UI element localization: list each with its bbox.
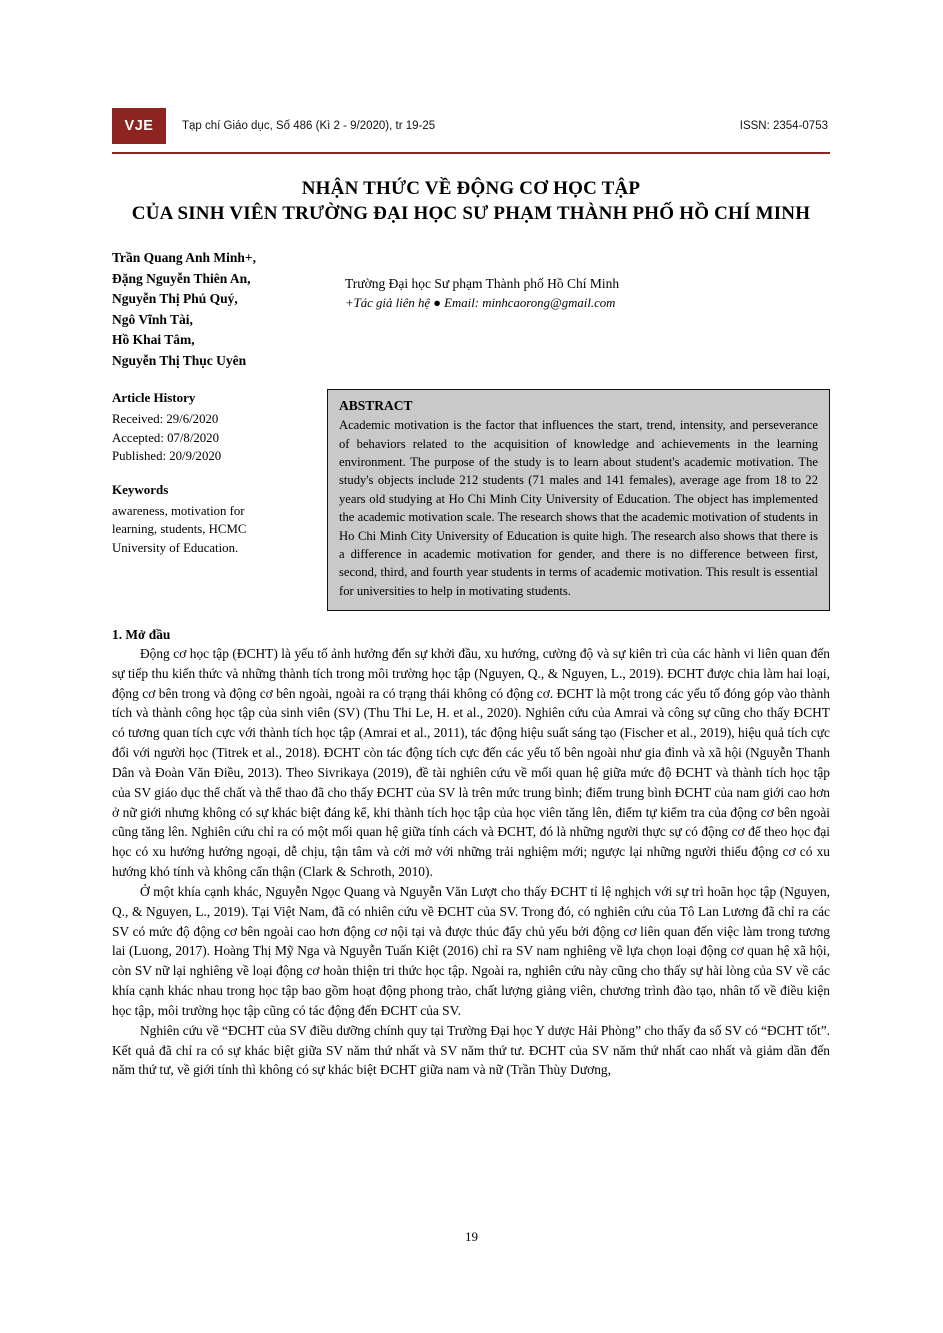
author-name: Nguyễn Thị Thục Uyên <box>112 352 247 368</box>
article-history-heading: Article History <box>112 390 196 406</box>
page-number: 19 <box>465 1229 478 1244</box>
author-name: Ngô Vĩnh Tài, <box>112 311 193 327</box>
journal-issue-line: Tạp chí Giáo dục, Số 486 (Kì 2 - 9/2020), tr 19-25 <box>182 120 436 132</box>
section-heading: 1. Mở đầu <box>112 627 171 642</box>
article-metadata <box>112 389 327 611</box>
keywords-heading: Keywords <box>112 481 169 497</box>
keywords-line: University of Education. <box>112 540 239 555</box>
corresponding-author-email[interactable]: +Tác giả liên hệ ● Email: minhcaorong@gmail.com <box>345 296 616 311</box>
authors-affiliation-row <box>112 248 830 371</box>
journal-header <box>112 108 830 154</box>
author-name: Nguyễn Thị Phú Quý, <box>112 291 238 307</box>
author-name: Đặng Nguyễn Thiên An, <box>112 270 251 286</box>
keywords-line: learning, students, HCMC <box>112 522 247 537</box>
title-line-1: NHẬN THỨC VỀ ĐỘNG CƠ HỌC TẬP <box>301 178 641 199</box>
affiliation-block <box>327 248 830 371</box>
author-list <box>112 248 327 371</box>
affiliation-institution: Trường Đại học Sư phạm Thành phố Hồ Chí Minh <box>345 276 620 292</box>
abstract-box <box>327 389 830 611</box>
metadata-abstract-row <box>112 389 830 611</box>
keywords-block <box>112 481 317 557</box>
body-paragraph: Nghiên cứu về “ĐCHT của SV điều dưỡng chính quy tại Trường Đại học Y dược Hải Phòng” cho thấy đa số SV có “ĐCHT tốt”. Kết quả đã chỉ ra có sự khác biệt giữa SV năm thứ nhất và SV năm thứ tư. ĐCHT của SV năm thứ nhất cao nhất và giảm dần đến năm thứ tư, về giới tính thì không có sự khác biệt ĐCHT giữa nam và nữ (Trần Thùy Dương, <box>112 1022 830 1078</box>
issn-label: ISSN: 2354-0753 <box>739 120 828 132</box>
body-paragraph: Động cơ học tập (ĐCHT) là yếu tố ảnh hưởng đến sự khởi đầu, xu hướng, cường độ và sự kiên trì của các hành vi liên quan đến sự tiếp thu kiến thức và những thành tích trong môi trường học tập (Nguyen, Q., & Nguyen, L., 2019). ĐCHT được chia làm hai loại, động cơ bên trong và động cơ bên ngoài, ngoài ra có trạng thái không có động cơ. ĐCHT là một trong các yếu tố đóng góp vào thành tích và thành công học tập của sinh viên (SV) (Thu Thi Le, H. et al., 2020). Nghiên cứu của Amrai và công sự cũng cho thấy ĐCHT có tương quan tích cực với thành tích học tập (Amrai et al., 2011), tác động hiệu suất sáng tạo (Fischer et al., 2019), hiệu quả tích cực đối với người học (Titrek et al., 2018). ĐCHT còn tác động tích cực đến các yếu tố bên ngoài như gia đình và xã hội (Nguyễn Thanh Dân và Đoàn Văn Điều, 2013). Theo Sivrikaya (2019), đề tài nghiên cứu về mối quan hệ giữa mức độ ĐCHT và thành tích học tập của SV giáo dục thể chất và thể thao đã cho thấy ĐCHT của SV là trên mức trung bình; điểm trung bình ĐCHT của nam giới cao hơn ở nữ giới nhưng không có sự khác biệt đáng kể, khi thành tích học tập của học viên tăng lên, điểm tự kiểm tra của động cơ bên ngoài cũng tăng lên. Nghiên cứu chỉ ra có một mối quan hệ giữa tính cách và ĐCHT, đó là những người thực sự có động cơ để theo học đại học có xu hướng hướng ngoại, dễ chịu, tận tâm và cởi mở với những trải nghiệm mới; ngược lại những người thiếu động cơ có xu hướng khó tính và không cẩn thận (Clark & Schroth, 2010). <box>112 646 830 880</box>
abstract-text: Academic motivation is the factor that influences the start, trend, intensity, and perseverance of behaviors related to the acquisition of knowledge and achievements in the learning environment. The purpose of the study is to learn about student's academic motivation. The study's objects include 212 students (71 males and 141 females), average age from 18 to 22 years old studying at Ho Chi Minh City University of Education. The object has implemented the academic motivation scale. The research shows that the academic motivation of students in Ho Chi Minh City University of Education is quite high. The research also shows that there is a difference in academic motivation for gender, and there is no difference between first, second, third, and fourth year students in terms of academic motivation. This result is essential for universities to help in motivating students. <box>339 418 818 598</box>
accepted-date: Accepted: 07/8/2020 <box>112 430 219 445</box>
page-title <box>112 176 830 226</box>
received-date: Received: 29/6/2020 <box>112 412 219 427</box>
author-name: Trần Quang Anh Minh+, <box>112 250 256 266</box>
page-content <box>112 108 830 1080</box>
published-date: Published: 20/9/2020 <box>112 449 222 464</box>
author-name: Hồ Khai Tâm, <box>112 332 195 348</box>
vje-logo: VJE <box>112 108 166 144</box>
body-section-1 <box>112 627 830 1080</box>
title-line-2: CỦA SINH VIÊN TRƯỜNG ĐẠI HỌC SƯ PHẠM THÀNH PHỐ HỒ CHÍ MINH <box>131 203 811 225</box>
body-paragraph: Ở một khía cạnh khác, Nguyễn Ngọc Quang và Nguyễn Văn Lượt cho thấy ĐCHT tỉ lệ nghịch với sự trì hoãn học tập (Nguyen, Q., & Nguyen, L., 2019). Tại Việt Nam, đã có nhiên cứu về ĐCHT của SV. Trong đó, có nghiên cứu của Tô Lan Lương đã chỉ ra các SV có mức độ động cơ bên ngoài cao hơn động cơ nội tại và được thúc đẩy chủ yếu bởi động cơ liên quan đến việc làm trong tương lai (Luong, 2017). Hoàng Thị Mỹ Nga và Nguyễn Tuấn Kiệt (2016) chỉ ra SV nam nghiêng về lựa chọn loại động cơ quan hệ xã hội, còn SV nữ lại nghiêng về loại động cơ hoàn thiện tri thức học tập. Ngoài ra, nghiên cứu này cũng cho thấy sự hài lòng của SV về các khía cạnh khác nhau trong học tập bao gồm hoạt động phong trào, chất lượng giảng viên, chương trình đào tạo, nhân tố về điều kiện học tập, môi trường học tập cũng có tác động đến ĐCHT của SV. <box>112 883 830 1018</box>
article-history <box>112 389 317 465</box>
keywords-line: awareness, motivation for <box>112 503 245 518</box>
abstract-heading: ABSTRACT <box>339 398 413 414</box>
